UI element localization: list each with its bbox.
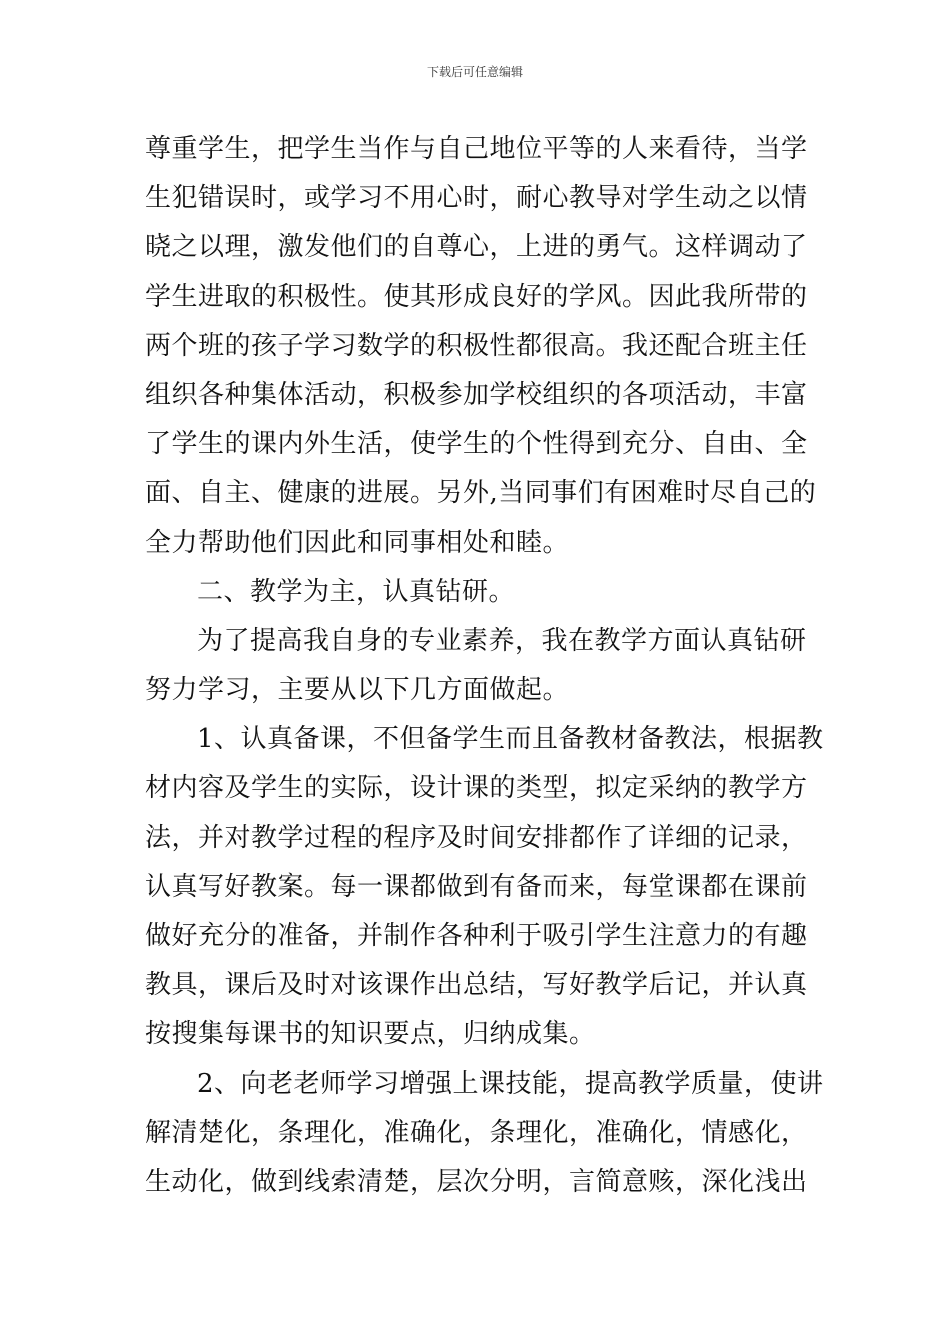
text-line: 晓之以理，激发他们的自尊心，上进的勇气。这样调动了 (145, 232, 808, 263)
paragraph-start-line: 为了提高我自身的专业素养，我在教学方面认真钻研 (197, 625, 807, 656)
text-line: 法，并对教学过程的程序及时间安排都作了详细的记录， (145, 822, 808, 853)
page-header: 下载后可任意编辑 (426, 65, 523, 79)
text-line: 教具，课后及时对该课作出总结，写好教学后记，并认真 (145, 970, 808, 1001)
text-line: 做好充分的准备，并制作各种利于吸引学生注意力的有趣 (145, 921, 808, 951)
text-line: 了学生的课内外生活，使学生的个性得到充分、自由、全 (145, 429, 808, 460)
text-line: 生犯错误时，或学习不用心时，耐心教导对学生动之以情 (145, 183, 808, 214)
text-line: 全力帮助他们因此和同事相处和睦。 (145, 527, 570, 558)
paragraph-start-line: 2、向老老师学习增强上课技能，提高教学质量，使讲 (197, 1068, 824, 1099)
text-line: 面、自主、健康的进展。另外,当同事们有困难时尽自己的 (145, 478, 817, 509)
text-line: 按搜集每课书的知识要点，归纳成集。 (145, 1019, 596, 1050)
text-line: 材内容及学生的实际，设计课的类型，拟定采纳的教学方 (145, 773, 808, 804)
text-line: 两个班的孩子学习数学的积极性都很高。我还配合班主任 (145, 330, 808, 361)
text-line: 尊重学生，把学生当作与自己地位平等的人来看待，当学 (145, 134, 808, 164)
text-line: 学生进取的积极性。使其形成良好的学风。因此我所带的 (145, 281, 808, 312)
paragraph-start-line: 1、认真备课，不但备学生而且备教材备教法，根据教 (197, 724, 824, 755)
text-line: 组织各种集体活动，积极参加学校组织的各项活动，丰富 (145, 379, 808, 410)
text-line: 生动化，做到线索清楚，层次分明，言简意赅，深化浅出 (145, 1166, 808, 1197)
document-body (145, 125, 824, 1207)
text-line: 认真写好教案。每一课都做到有备而来，每堂课都在课前 (145, 871, 808, 902)
section-heading: 二、教学为主，认真钻研。 (197, 576, 516, 607)
text-line: 努力学习，主要从以下几方面做起。 (145, 675, 570, 706)
text-line: 解清楚化，条理化，准确化，条理化，准确化，情感化， (145, 1117, 808, 1148)
